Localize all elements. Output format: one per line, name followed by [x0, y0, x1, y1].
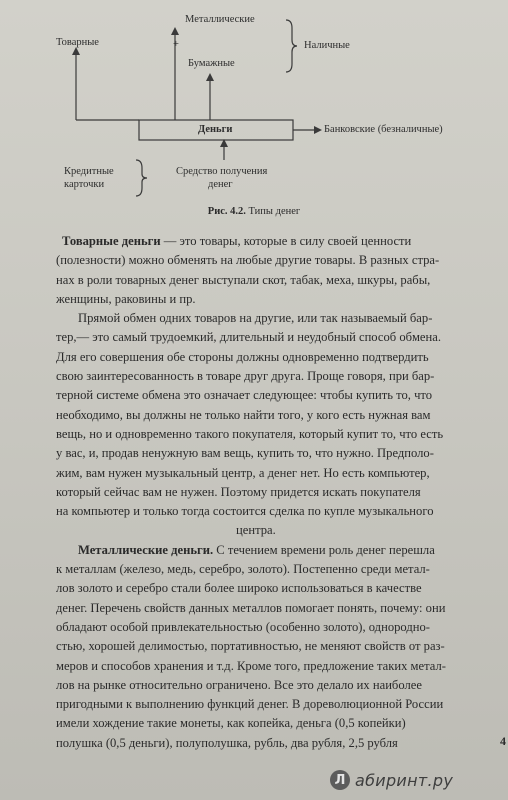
text-line: стью, хорошей делимостью, портативностью, не меняют свойств от раз- [56, 639, 445, 654]
label-cash: Наличные [304, 40, 350, 51]
page-number: 4 [500, 734, 506, 748]
paragraph-barter [56, 309, 494, 541]
text-line: Для его совершения обе стороны должны одновременно подтвердить [56, 349, 429, 364]
text-line: необходимо, вы должны не только найти того, у кого есть нужная вам [56, 407, 431, 422]
text-line: меров и способов хранения и т.д. Кроме того, предложение таких метал- [56, 658, 446, 673]
caption-text: Типы денег [245, 206, 301, 217]
label-bank: Банковские (безналичные) [324, 124, 443, 135]
text-line: женщины, раковины и пр. [56, 291, 196, 306]
text-line: Металлические деньги. С течением времени роль денег перешла [78, 542, 435, 557]
text-line: который сейчас вам не нужен. Поэтому придется искать покупателя [56, 484, 421, 499]
label-means-1: Средство получения [176, 166, 268, 177]
label-metal: Металлические [185, 14, 255, 25]
text-line: вещь, но и одновременно такого покупателя, который купит то, что есть [56, 426, 444, 441]
labirint-logo-icon: Л [330, 770, 350, 790]
text-line: лов золото и серебро стали более широко использоваться в качестве [56, 581, 422, 596]
text-line: имели хождение такие монеты, как копейка, деньга (0,5 копейки) [56, 716, 406, 731]
caption-number: Рис. 4.2. [207, 206, 246, 217]
text-line: к металлам (железо, медь, серебро, золото). Постепенно среди метал- [56, 562, 430, 577]
text-line: жим, вам нужен музыкальный центр, а денег нет. Но есть компьютер, [56, 465, 430, 480]
text-line: тер,— это самый трудоемкий, длительный и неудобный способ обмена. [56, 330, 441, 345]
text-line: нах в роли товарных денег выступали скот, табак, меха, шкуры, рабы, [56, 272, 431, 287]
label-money: Деньги [198, 124, 233, 135]
label-credit-2: карточки [64, 179, 105, 190]
term-commodity-money: Товарные деньги [62, 234, 161, 248]
text-line: Товарные деньги — это товары, которые в силу своей ценности [62, 234, 412, 248]
text-line: свою заинтересованность в товаре друг друга. Проще говоря, при бар- [56, 369, 435, 384]
label-means-2: денег [208, 179, 233, 190]
text-line: у вас, и, продав ненужную вам вещь, купить то, что нужно. Предполо- [56, 446, 434, 461]
text-line: центра. [236, 523, 276, 538]
labirint-watermark [330, 766, 502, 794]
label-paper: Бумажные [188, 58, 235, 69]
text-line: денег. Перечень свойств данных металлов помогает понять, почему: они [56, 600, 446, 615]
text-line: на компьютер и только тогда состоится сделка по купле музыкального [56, 504, 434, 519]
money-types-diagram [0, 0, 508, 205]
body-text [56, 232, 494, 753]
term-metal-money: Металлические деньги. [78, 542, 214, 557]
paragraph-metal-money [56, 541, 494, 753]
text-line: Прямой обмен одних товаров на другие, или так называемый бар- [78, 311, 433, 326]
label-commodity: Товарные [56, 37, 99, 48]
text-line: полушка (0,5 деньги), полуполушка, рубль, два рубля, 2,5 рубля [56, 735, 398, 750]
watermark-text: абиринт.ру [355, 770, 454, 790]
text-line: обладают особой привлекательностью (особенно золото), однородно- [56, 619, 430, 634]
text-line: лов на рынке относительно ограничено. Все это делало их наиболее [56, 677, 422, 692]
text-line: терной системе обмена это означает следующее: чтобы купить то, что [56, 388, 433, 403]
label-plus: + [173, 39, 179, 50]
label-credit-1: Кредитные [64, 166, 114, 177]
text-line: (полезности) можно обменять на любые другие товары. В разных стра- [56, 253, 440, 268]
figure-caption [0, 206, 508, 217]
text-line: пригодными к выполнению функций денег. В дореволюционной России [56, 697, 444, 712]
paragraph-commodity-money [56, 232, 494, 309]
